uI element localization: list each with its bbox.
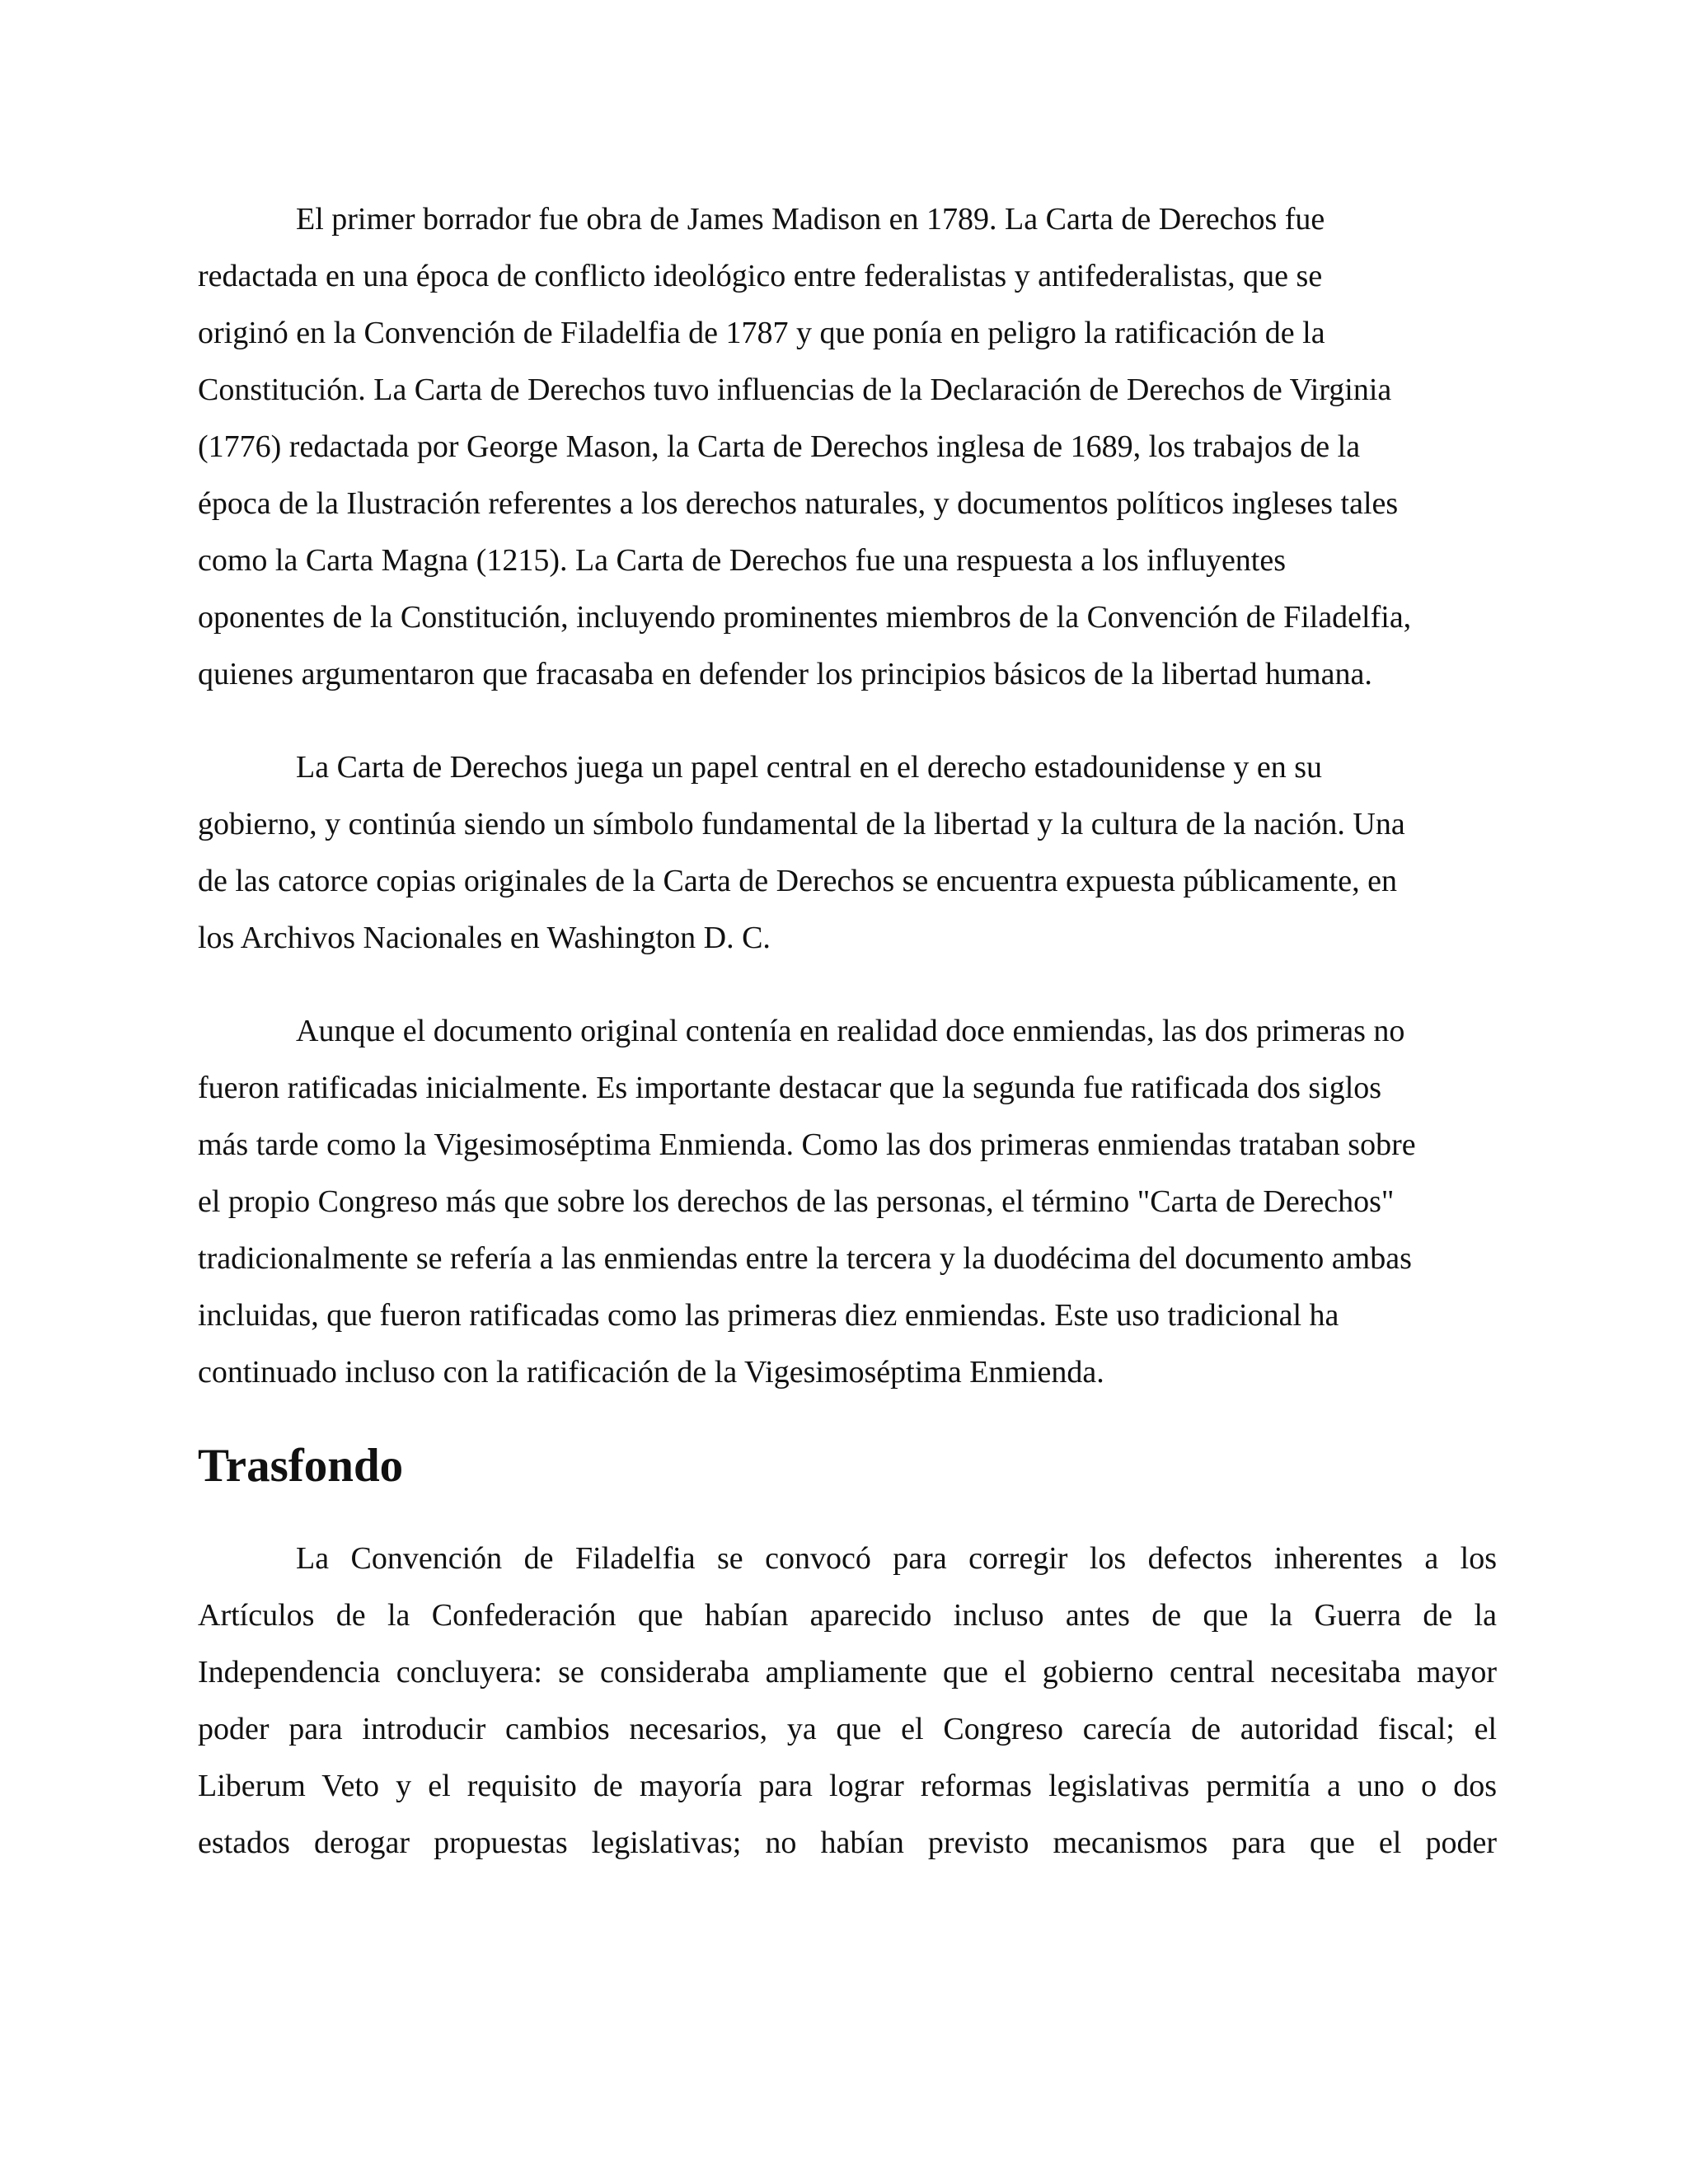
paragraph-twelve-amendments: Aunque el documento original contenía en realidad doce enmiendas, las dos primeras no fueron ratificadas inicialmente. Es importante destacar que la segunda fue ratificada dos siglos más tarde como la Vigesimoséptima Enmienda. Como las dos primeras enmiendas trataban sobre el propio Congreso más que sobre los derechos de las personas, el término "Carta de Derechos" tradicionalmente se refería a las enmiendas entre la tercera y la duodécima del documento ambas incluidas, que fueron ratificadas como las primeras diez enmiendas. Este uso tradicional ha continuado incluso con la ratificación de la Vigesimoséptima Enmienda. bbox=[198, 1014, 1416, 1390]
paragraph-madison-draft: El primer borrador fue obra de James Madison en 1789. La Carta de Derechos fue redactada en una época de conflicto ideológico entre federalistas y antifederalistas, que se originó en la Convención de Filadelfia de 1787 y que ponía en peligro la ratificación de la Constitución. La Carta de Derechos tuvo influencias de la Declaración de Derechos de Virginia (1776) redactada por George Mason, la Carta de Derechos inglesa de 1689, los trabajos de la época de la Ilustración referentes a los derechos naturales, y documentos políticos ingleses tales como la Carta Magna (1215). La Carta de Derechos fue una respuesta a los influyentes oponentes de la Constitución, incluyendo prominentes miembros de la Convención de Filadelfia, quienes argumentaron que fracasaba en defender los principios básicos de la libertad humana. bbox=[198, 202, 1412, 691]
section-heading: Trasfondo bbox=[198, 1440, 404, 1492]
paragraph-philadelphia-convention: La Convención de Filadelfia se convocó para corregir los defectos inherentes a los Artículos de la Confederación que habían aparecido incluso antes de que la Guerra de la Independencia concluyera: se consideraba ampliamente que el gobierno central necesitaba mayor poder para introducir cambios necesarios, ya que el Congreso carecía de autoridad fiscal; el Liberum Veto y el requisito de mayoría para lograr reformas legislativas permitía a uno o dos estados derogar propuestas legislativas; no habían previsto mecanismos para que el poder bbox=[198, 1541, 1497, 1860]
paragraph-central-role: La Carta de Derechos juega un papel central en el derecho estadounidense y en su gobierno, y continúa siendo un símbolo fundamental de la libertad y la cultura de la nación. Una de las catorce copias originales de la Carta de Derechos se encuentra expuesta públicamente, en los Archivos Nacionales en Washington D. C. bbox=[198, 750, 1405, 955]
document-body bbox=[198, 191, 1497, 1872]
